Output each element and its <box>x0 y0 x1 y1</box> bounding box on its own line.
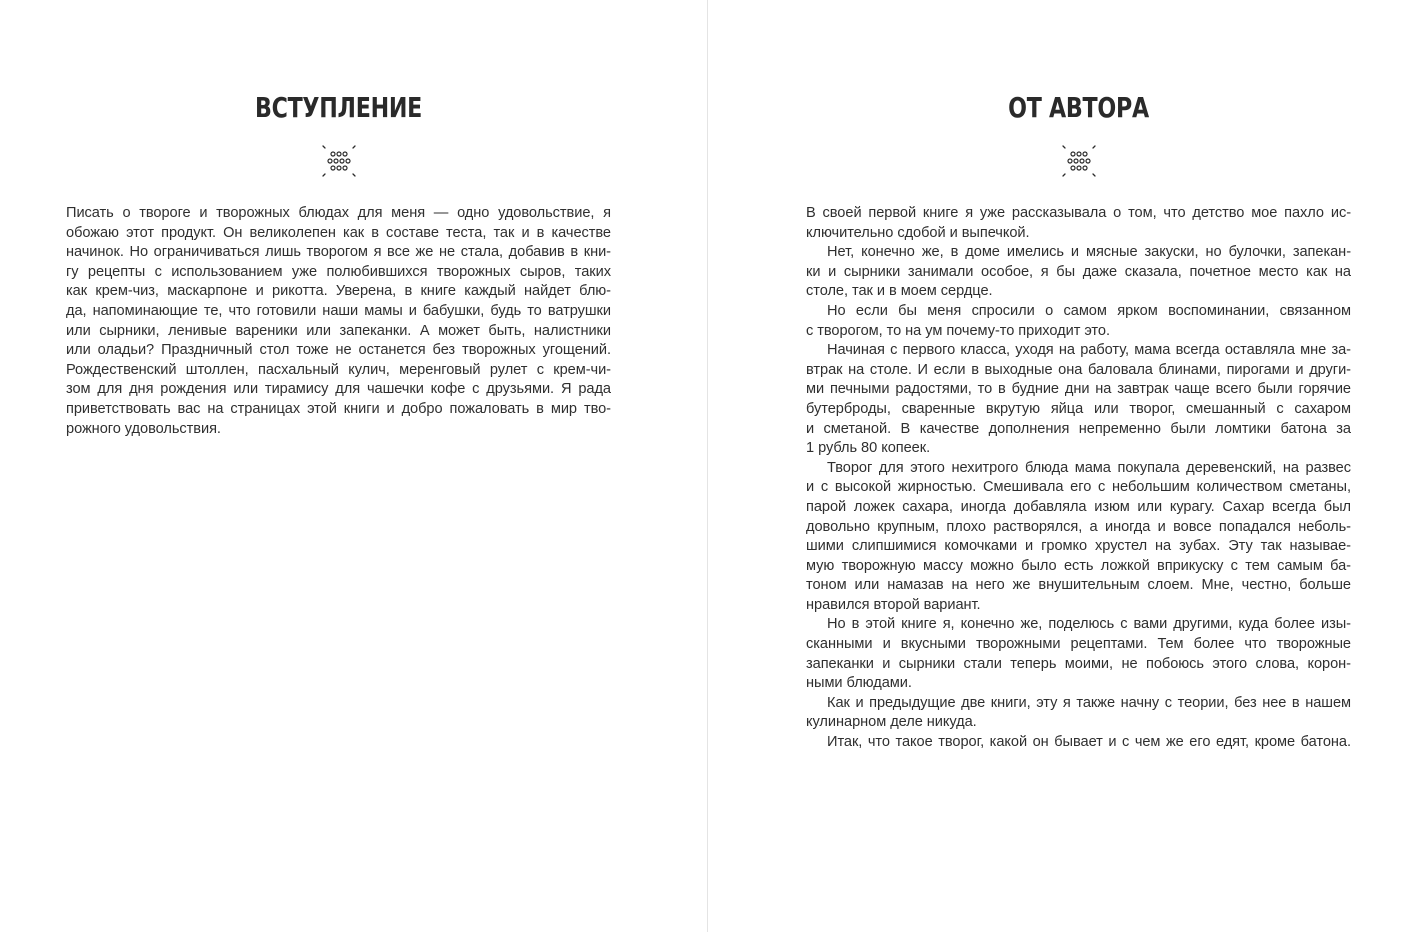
text-line: приветствовать вас на страницах этой книги и добро пожаловать в мир тво- <box>66 400 611 417</box>
dots-ornament-icon <box>1061 143 1097 179</box>
text-line: Но в этой книге я, конечно же, поделюсь с вами другими, куда более изы- <box>827 616 1351 633</box>
text-line: столе, так и в моем сердце. <box>806 283 993 300</box>
text-line: запеканки и сырники стали теперь моими, не побоюсь этого слова, корон- <box>806 655 1351 672</box>
text-line: нравился второй вариант. <box>806 596 981 613</box>
right-page <box>708 0 1416 932</box>
text-line: кулинарном деле никуда. <box>806 714 977 731</box>
text-line: гу рецепты с использованием уже полюбившихся творожных сыров, таких <box>66 263 611 280</box>
left-page <box>0 0 708 932</box>
text-line: Но если бы меня спросили о самом ярком воспоминании, связанном <box>827 302 1351 319</box>
text-line: тоном или намазав на него же внушительным слоем. Мне, честно, больше <box>806 577 1351 594</box>
text-line: и сметаной. В качестве дополнения непременно были ломтики батона за <box>806 420 1351 437</box>
text-line: парой ложек сахара, иногда добавляла изюм или курагу. Сахар всегда был <box>806 498 1351 515</box>
text-line: Итак, что такое творог, какой он бывает и с чем же его едят, кроме батона. <box>827 734 1351 751</box>
text-line: с творогом, то на ум почему-то приходит это. <box>806 322 1110 339</box>
text-line: мую творожную массу можно было есть ложкой вприкуску с тем самым ба- <box>806 557 1351 574</box>
text-line: Творог для этого нехитрого блюда мама покупала деревенский, на развес <box>827 459 1351 476</box>
text-line: бутерброды, сваренные вкрутую яйца или творог, смешанный с сахаром <box>806 400 1351 417</box>
text-line: Писать о твороге и творожных блюдах для меня — одно удовольствие, я <box>66 205 611 221</box>
text-line: начинок. Но ограничиваться лишь творогом я все же не стала, добавив в кни- <box>66 244 611 261</box>
text-line: или сырники, ленивые вареники или запеканки. А может быть, налистники <box>66 322 611 339</box>
text-line: ми печными радостями, то в будние дни на завтрак чаще всего были горячие <box>806 381 1351 398</box>
text-line: рожного удовольствия. <box>66 420 221 437</box>
dots-ornament-icon <box>321 143 357 179</box>
text-line: ключительно сдобой и выпечкой. <box>806 224 1030 241</box>
text-line: Как и предыдущие две книги, эту я также начну с теории, без нее в нашем <box>827 694 1351 711</box>
text-line: В своей первой книге я уже рассказывала о том, что детство мое пахло ис- <box>806 205 1351 221</box>
text-line: шими слипшимися комочками и громко хрустел на зубах. Эту так называе- <box>806 538 1351 555</box>
text-line: или оладьи? Праздничный стол тоже не останется без творожных угощений. <box>66 342 611 359</box>
text-line: Рождественский штоллен, пасхальный кулич, меренговый рулет с крем-чи- <box>66 361 611 378</box>
text-line: ки и сырники занимали особое, я бы даже сказала, почетное место как на <box>806 263 1351 280</box>
text-line: как крем-чиз, маскарпоне и рикотта. Уверена, в книге каждый найдет блю- <box>66 283 611 300</box>
text-line: Нет, конечно же, в доме имелись и мясные закуски, но булочки, запекан- <box>827 244 1351 261</box>
text-line: и с высокой жирностью. Смешивала его с небольшим количеством сметаны, <box>806 479 1351 496</box>
text-line: да, напоминающие те, что готовили наши мамы и бабушки, будь то ватрушки <box>66 302 611 319</box>
page-title: ВСТУПЛЕНИЕ <box>254 91 423 124</box>
page-title: ОТ АВТОРА <box>1008 91 1149 124</box>
author-text <box>806 204 1351 753</box>
text-line: довольно крупным, плохо растворялся, а иногда и вовсе попадался неболь- <box>806 518 1351 535</box>
text-line: зом для дня рождения или тирамису для чашечки кофе с друзьями. Я рада <box>66 381 611 398</box>
text-line: Начиная с первого класса, уходя на работу, мама всегда оставляла мне за- <box>827 342 1351 359</box>
intro-text <box>66 204 611 439</box>
text-line: обожаю этот продукт. Он великолепен как в составе теста, так и в качестве <box>66 224 611 241</box>
text-line: 1 рубль 80 копеек. <box>806 440 931 457</box>
text-line: ными блюдами. <box>806 675 912 692</box>
text-line: втрак на столе. И если в выходные она баловала блинами, пирогами и други- <box>806 361 1351 378</box>
text-line: сканными и вкусными творожными рецептами. Тем более что творожные <box>806 636 1351 653</box>
